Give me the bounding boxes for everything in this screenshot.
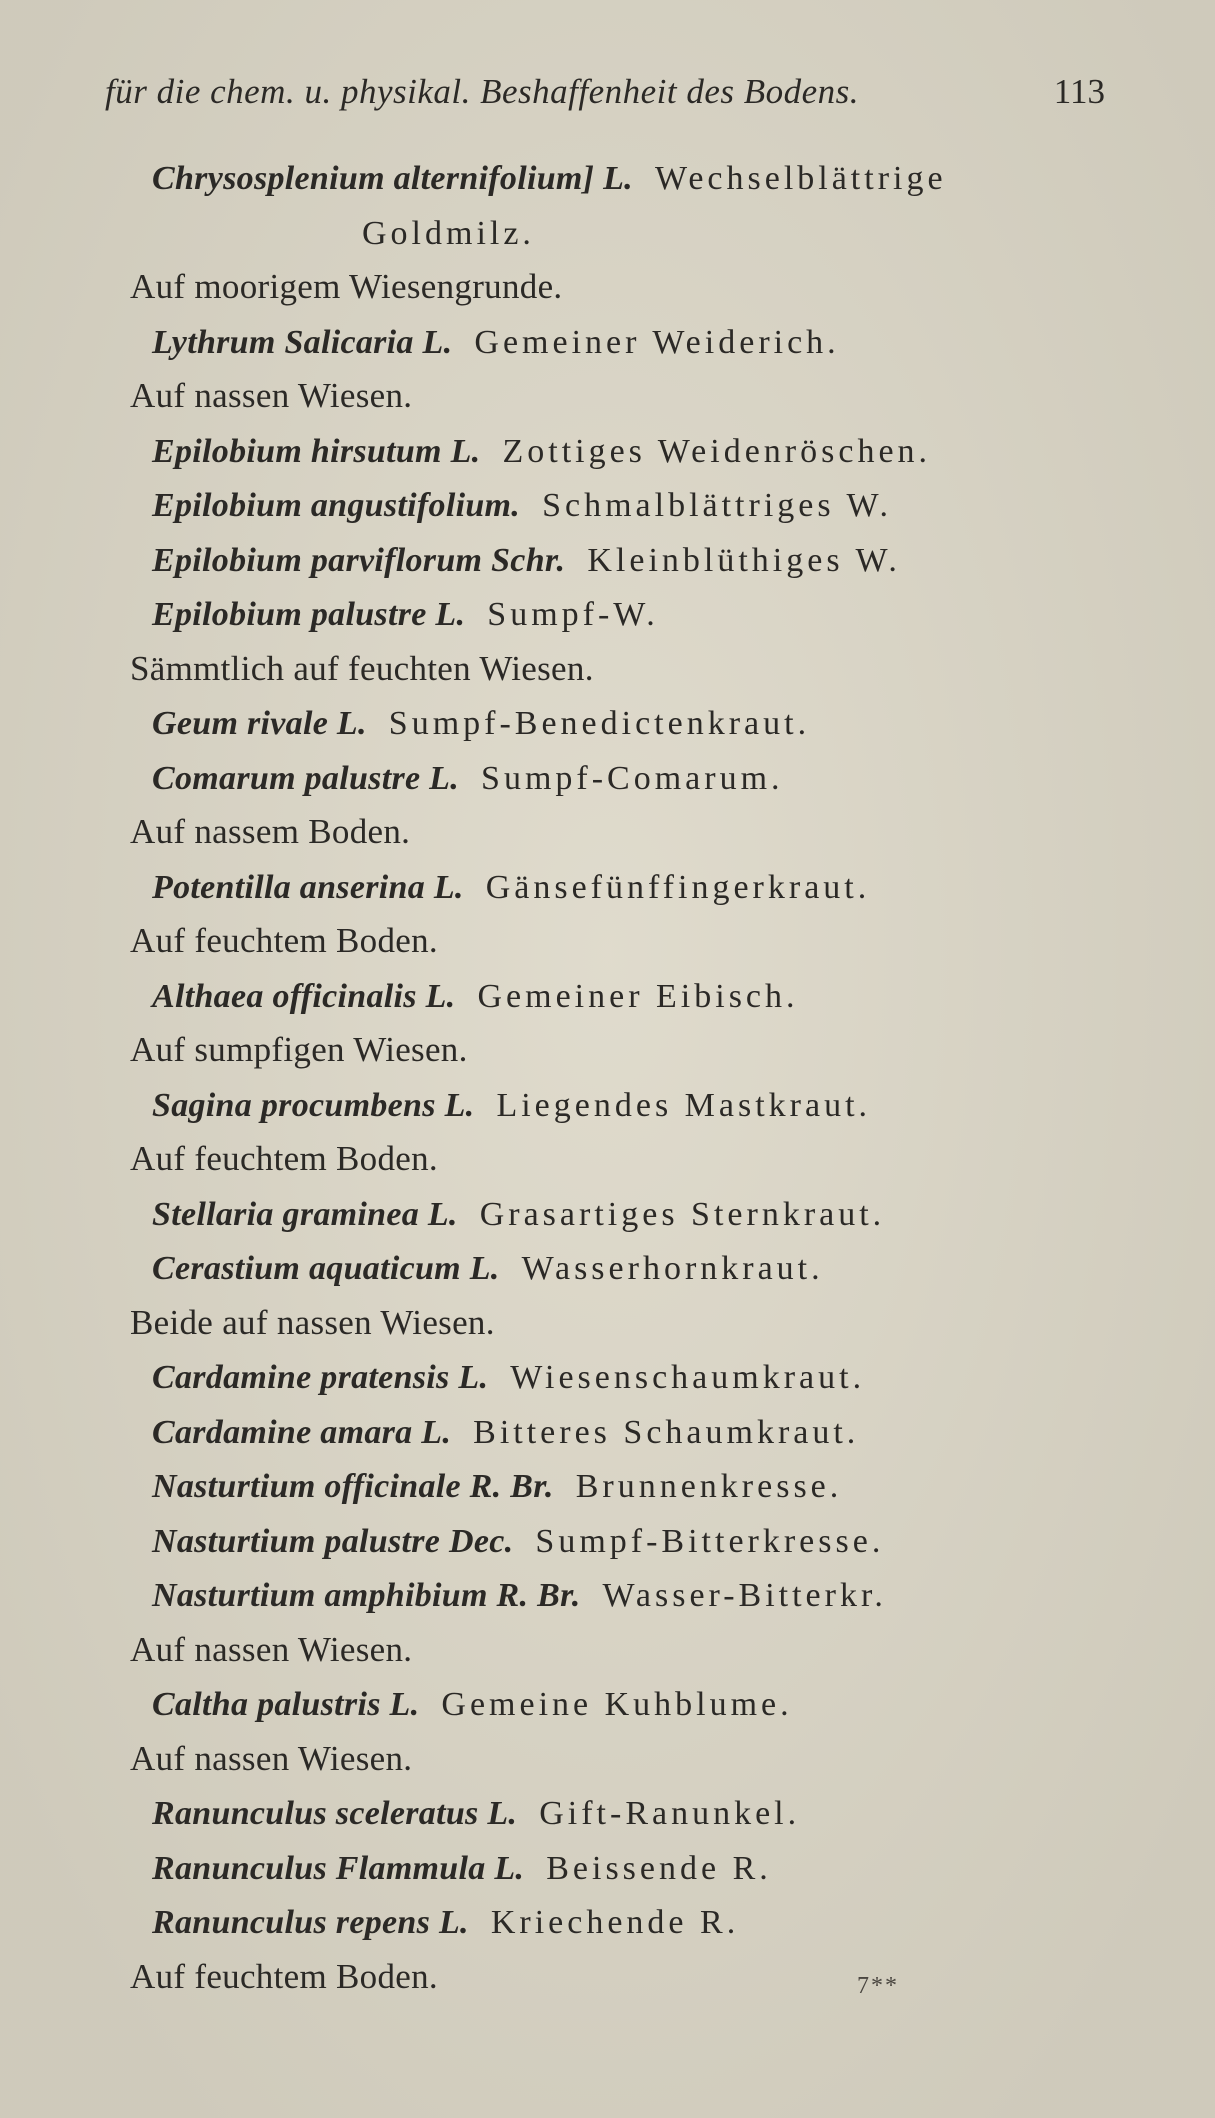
latin-name: Cerastium aquaticum L. (152, 1250, 500, 1287)
species-entry (152, 431, 931, 472)
german-name: Wechselblättrige (654, 160, 947, 197)
latin-name: Althaea officinalis L. (152, 977, 456, 1015)
species-entry (152, 1848, 772, 1889)
species-entry (152, 1902, 739, 1943)
latin-name: Potentilla anserina L. (152, 868, 464, 906)
running-header (105, 72, 1105, 122)
latin-name: Ranunculus Flammula L. (152, 1849, 525, 1887)
latin-name: Epilobium angustifolium. (152, 487, 521, 524)
latin-name: Cardamine pratensis L. (152, 1359, 489, 1396)
species-entry (152, 1521, 884, 1562)
habitat-note: Auf sumpfigen Wiesen. (130, 1030, 468, 1069)
habitat-note: Sämmtlich auf feuchten Wiesen. (130, 648, 594, 688)
species-entry (152, 1793, 800, 1834)
german-name: Sumpf-W. (487, 596, 659, 633)
latin-name: Comarum palustre L. (152, 759, 460, 797)
german-name: Sumpf-Comarum. (481, 759, 784, 797)
german-name: Bitteres Schaumkraut. (473, 1413, 860, 1451)
latin-name: Geum rivale L. (152, 705, 367, 742)
latin-name: Nasturtium palustre Dec. (152, 1522, 514, 1560)
latin-name: Ranunculus repens L. (152, 1904, 469, 1941)
german-name-continuation: Goldmilz. (362, 214, 535, 252)
latin-name: Caltha palustris L. (152, 1686, 420, 1723)
species-entry (152, 1466, 842, 1507)
latin-name: Lythrum Salicaria L. (152, 323, 453, 361)
species-entry (152, 322, 840, 363)
header-title: für die chem. u. physikal. Beshaffenheit des Bodens. (105, 72, 860, 111)
german-name: Wasserhornkraut. (521, 1250, 824, 1287)
species-entry (152, 1194, 885, 1235)
habitat-note: Auf nassen Wiesen. (130, 1629, 413, 1669)
latin-name: Stellaria graminea L. (152, 1195, 458, 1233)
german-name: Wasser-Bitterkr. (602, 1577, 887, 1614)
habitat-note: Auf nassen Wiesen. (130, 1738, 413, 1778)
german-name: Gemeiner Weiderich. (474, 323, 840, 361)
species-entry (152, 540, 901, 581)
german-name: Liegendes Mastkraut. (496, 1086, 872, 1124)
habitat-note: Auf feuchtem Boden. (130, 1139, 438, 1178)
german-name: Wiesenschaumkraut. (510, 1359, 866, 1396)
latin-name: Nasturtium amphibium R. Br. (152, 1577, 581, 1614)
latin-name: Epilobium hirsutum L. (152, 432, 481, 470)
species-entry (152, 703, 810, 744)
latin-name: Ranunculus sceleratus L. (152, 1795, 518, 1832)
german-name: Beissende R. (546, 1849, 772, 1887)
page-number: 113 (1053, 72, 1105, 111)
latin-name: Epilobium palustre L. (152, 596, 466, 633)
species-entry (152, 758, 784, 799)
habitat-note: Auf nassem Boden. (130, 812, 411, 851)
species-entry (152, 1248, 824, 1289)
latin-name: Cardamine amara L. (152, 1413, 452, 1451)
german-name: Gemeine Kuhblume. (441, 1686, 793, 1723)
species-entry (152, 594, 659, 635)
habitat-note: Auf feuchtem Boden. (130, 921, 438, 960)
habitat-note: Auf nassen Wiesen. (130, 376, 413, 415)
german-name: Sumpf-Benedictenkraut. (388, 705, 811, 742)
latin-name: Sagina procumbens L. (152, 1086, 475, 1124)
german-name: Gift-Ranunkel. (539, 1795, 801, 1832)
species-entry (152, 1085, 871, 1126)
habitat-note: Auf feuchtem Boden. (130, 1956, 438, 1996)
species-entry (152, 1412, 859, 1453)
german-name: Gemeiner Eibisch. (477, 977, 799, 1015)
german-name: Schmalblättriges W. (542, 487, 892, 524)
latin-name: Chrysosplenium alternifolium] L. (152, 160, 633, 197)
german-name: Brunnenkresse. (575, 1468, 843, 1505)
habitat-note: Beide auf nassen Wiesen. (130, 1302, 495, 1342)
species-entry (152, 976, 799, 1017)
printer-signature-mark: 7** (857, 1973, 899, 1999)
german-name: Gänsefünffingerkraut. (485, 868, 871, 906)
species-entry (152, 158, 947, 199)
habitat-note: Auf moorigem Wiesengrunde. (130, 267, 563, 306)
species-entry (152, 485, 892, 526)
latin-name: Epilobium parviflorum Schr. (152, 541, 566, 579)
german-name: Zottiges Weidenröschen. (502, 432, 932, 470)
german-name: Grasartiges Sternkraut. (479, 1195, 886, 1233)
species-entry (152, 1575, 887, 1616)
species-entry (152, 1357, 865, 1398)
species-entry (152, 867, 870, 908)
german-name: Kriechende R. (490, 1904, 740, 1941)
german-name: Kleinblüthiges W. (587, 541, 901, 579)
german-name: Sumpf-Bitterkresse. (535, 1522, 885, 1560)
latin-name: Nasturtium officinale R. Br. (152, 1468, 554, 1505)
species-entry (152, 1684, 793, 1725)
